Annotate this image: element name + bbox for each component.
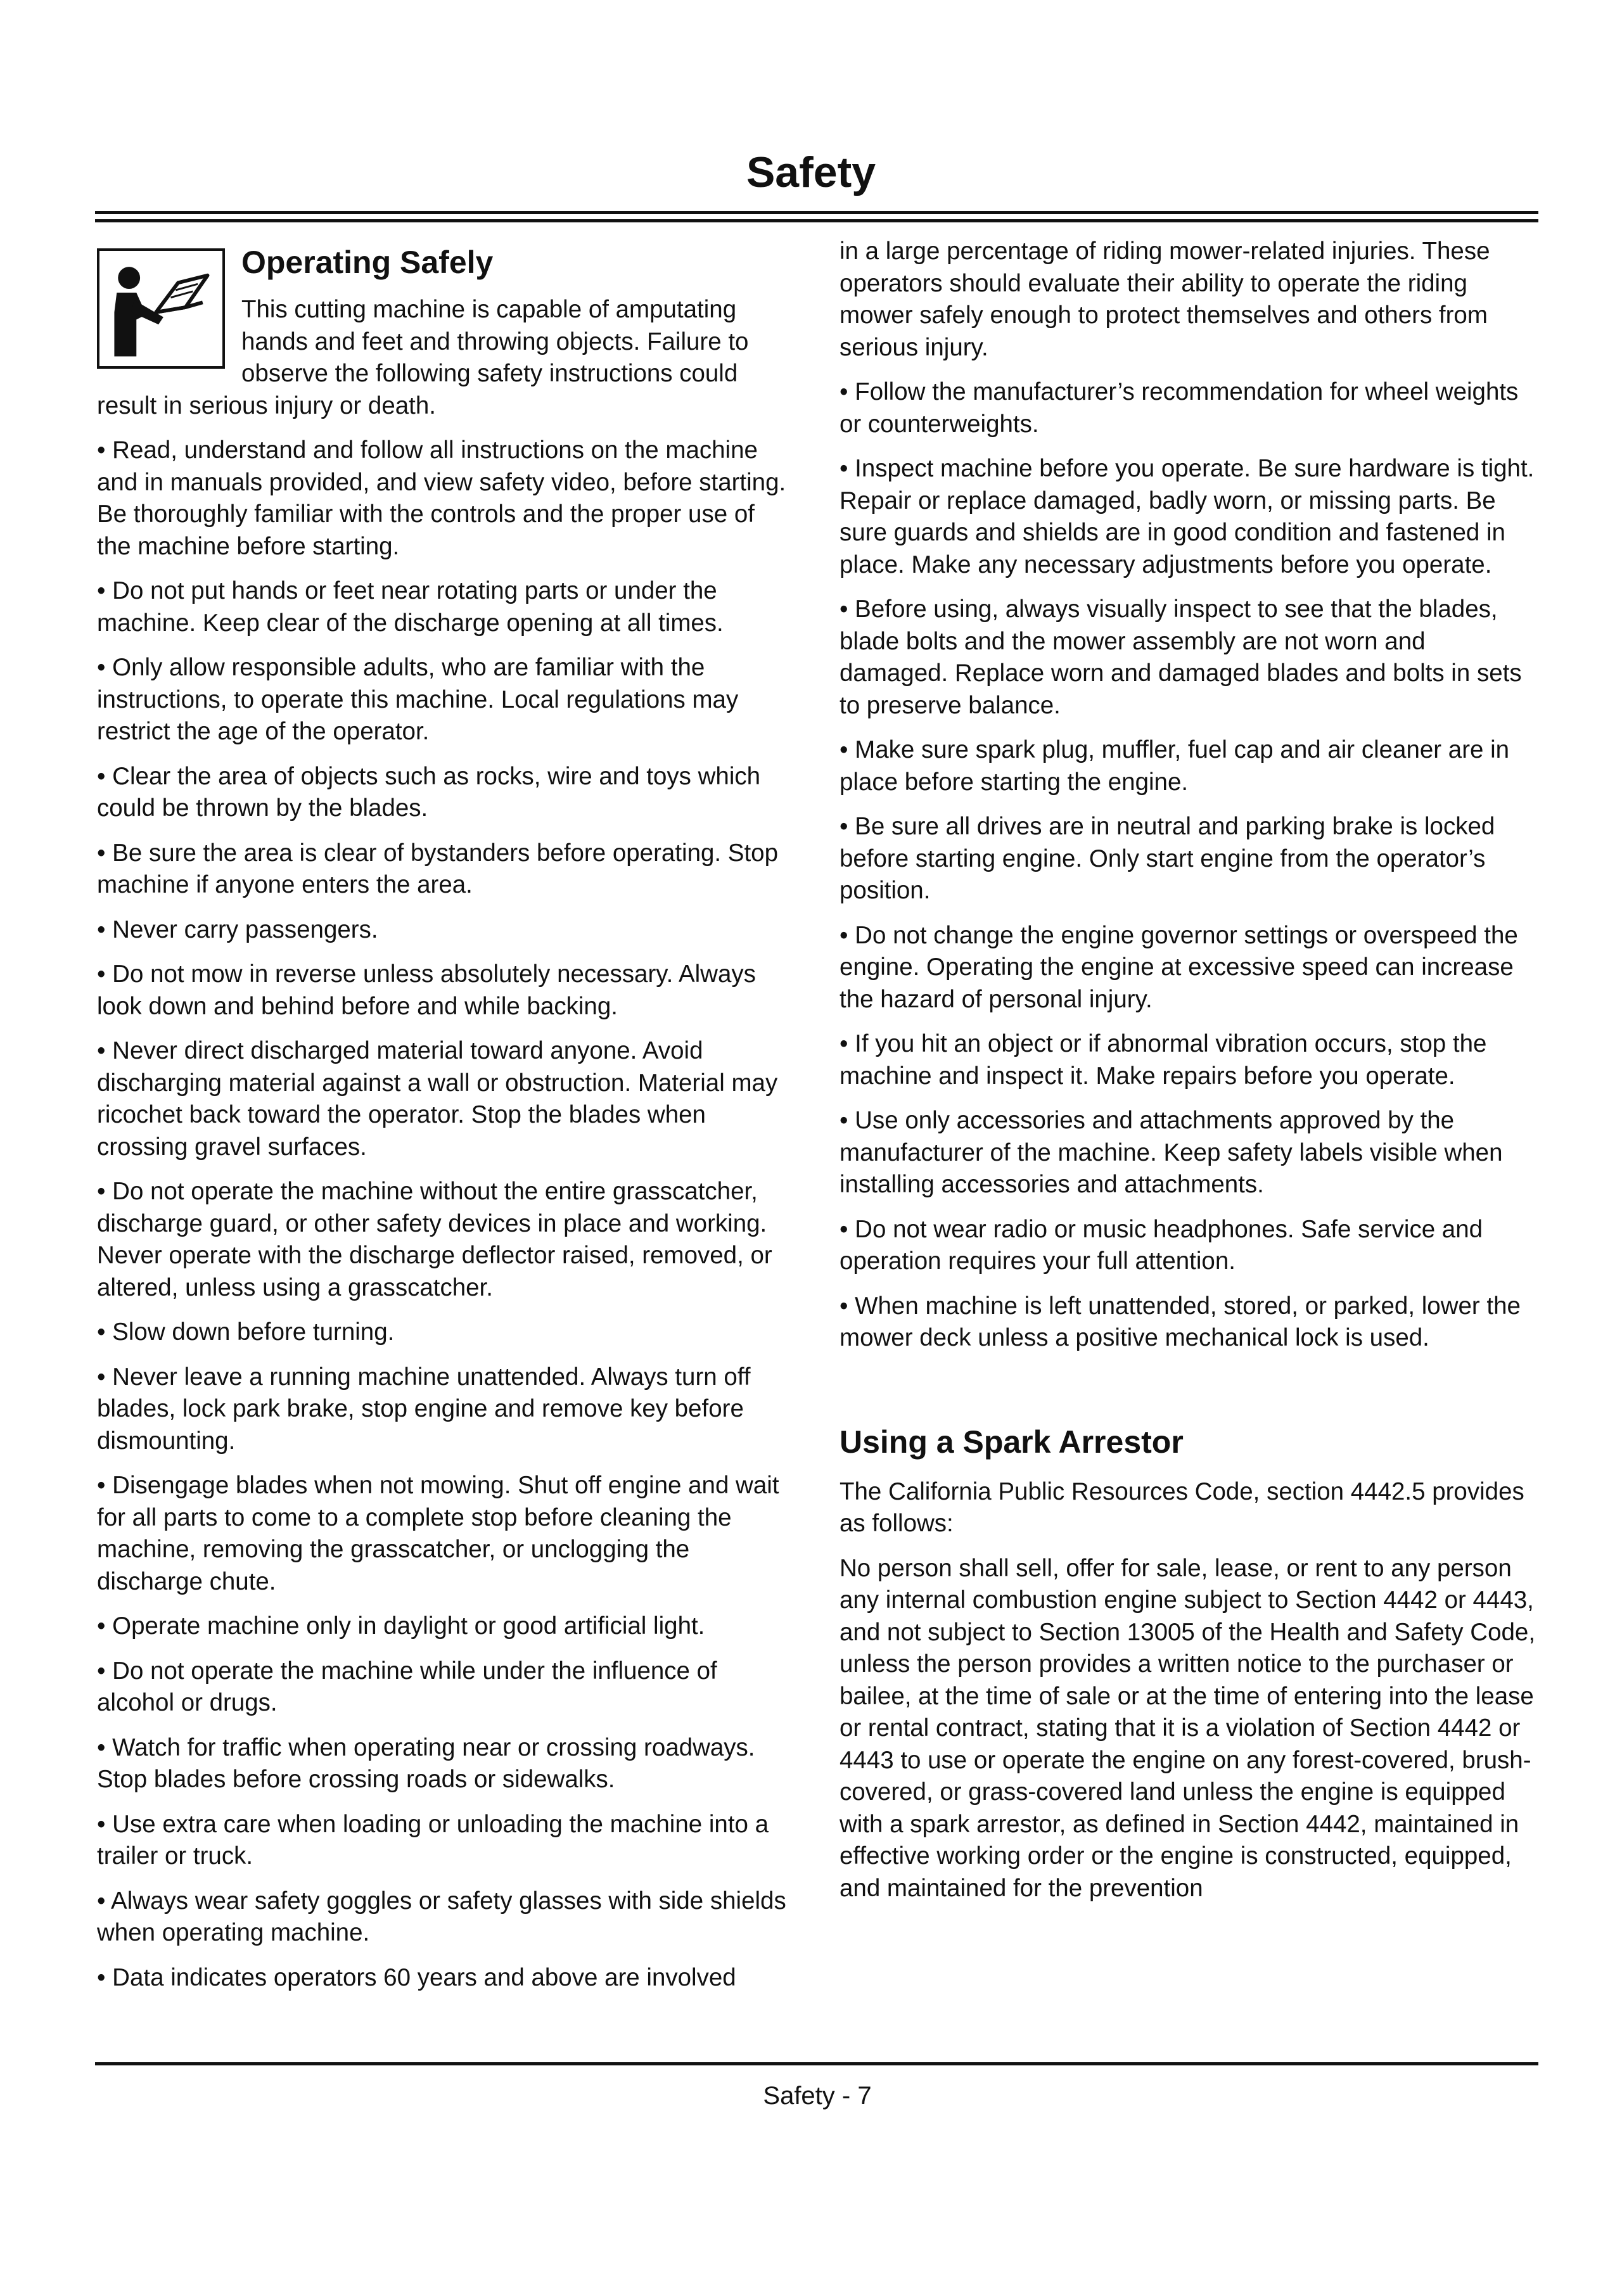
spark-arrestor-heading: Using a Spark Arrestor <box>840 1424 1184 1460</box>
left-bullet-11: • Never leave a running machine unattended. Always turn off blades, lock park brake, stop engine and remove key before dismounting. <box>97 1363 751 1455</box>
operating-safely-heading: Operating Safely <box>241 245 494 280</box>
left-bullet-15: • Watch for traffic when operating near or crossing roadways. Stop blades before crossing roads or sidewalks. <box>97 1733 755 1793</box>
right-bullet-6: • Do not change the engine governor settings or overspeed the engine. Operating the engine at excessive speed can increase the hazard of personal injury. <box>840 921 1518 1013</box>
right-bullet-7: • If you hit an object or if abnormal vibration occurs, stop the machine and inspect it. Make repairs before you operate. <box>840 1030 1487 1090</box>
right-bullet-4: • Make sure spark plug, muffler, fuel cap and air cleaner are in place before starting the engine. <box>840 736 1510 796</box>
left-bullet-4: • Clear the area of objects such as rocks, wire and toys which could be thrown by the blades. <box>97 762 761 822</box>
left-bullet-1: • Read, understand and follow all instructions on the machine and in manuals provided, and view safety video, before starting. Be thoroughly familiar with the controls and the proper use of the machine before starting. <box>97 437 786 560</box>
title-rule-top <box>95 211 1538 214</box>
left-bullet-8: • Never direct discharged material toward anyone. Avoid discharging material against a wall or obstruction. Material may ricochet back toward the operator. Stop the blades when crossing gravel surfaces. <box>97 1037 778 1161</box>
right-bullet-8: • Use only accessories and attachments approved by the manufacturer of the machine. Keep safety labels visible when installing accessories and attachments. <box>840 1107 1503 1198</box>
left-bullet-17: • Always wear safety goggles or safety glasses with side shields when operating machine. <box>97 1887 786 1946</box>
continuation-paragraph: in a large percentage of riding mower-related injuries. These operators should evaluate their ability to operate the riding mower safely enough to protect themselves and others from serious injury. <box>840 238 1490 361</box>
title-rule-bottom <box>95 219 1538 222</box>
right-column <box>840 236 1536 1917</box>
spark-arrestor-paragraph-2: No person shall sell, offer for sale, lease, or rent to any person any internal combustion engine subject to Section 4442 or 4443, and not subject to Section 13005 of the Health and Safety Code, unless the person provides a written notice to the purchaser or bailee, at the time of sale or at the time of entering into the lease or rental contract, stating that it is a violation of Section 4442 or 4443 to use or operate the engine on any forest-covered, brush-covered, or grass-covered land unless the engine is equipped with a spark arrestor, as defined in Section 4442, maintained in effective working order or the engine is constructed, equipped, and maintained for the prevention <box>840 1554 1536 1902</box>
left-bullet-14: • Do not operate the machine while under the influence of alcohol or drugs. <box>97 1657 717 1716</box>
left-bullet-9: • Do not operate the machine without the entire grasscatcher, discharge guard, or other safety devices in place and working. Never operate with the discharge deflector raised, removed, or altered, unless using a grasscatcher. <box>97 1178 772 1301</box>
left-bullet-6: • Never carry passengers. <box>97 915 378 943</box>
left-bullet-3: • Only allow responsible adults, who are familiar with the instructions, to operate this machine. Local regulations may restrict the age of the operator. <box>97 654 739 745</box>
right-bullet-3: • Before using, always visually inspect to see that the blades, blade bolts and the mower assembly are not worn and damaged. Replace worn and damaged blades and bolts in sets to preserve balance. <box>840 596 1522 719</box>
left-bullet-18: • Data indicates operators 60 years and above are involved <box>97 1963 736 1991</box>
right-bullet-1: • Follow the manufacturer’s recommendation for wheel weights or counterweights. <box>840 378 1519 438</box>
right-bullet-5: • Be sure all drives are in neutral and parking brake is locked before starting engine. Only start engine from the operator’s position. <box>840 813 1495 904</box>
footer-rule <box>95 2062 1538 2065</box>
left-bullet-2: • Do not put hands or feet near rotating parts or under the machine. Keep clear of the discharge opening at all times. <box>97 577 724 637</box>
left-bullet-7: • Do not mow in reverse unless absolutely necessary. Always look down and behind before and while backing. <box>97 960 756 1020</box>
page-footer: Safety - 7 <box>763 2082 872 2110</box>
page-title: Safety <box>746 148 876 196</box>
right-bullet-10: • When machine is left unattended, stored, or parked, lower the mower deck unless a positive mechanical lock is used. <box>840 1292 1521 1351</box>
spark-arrestor-paragraph-1: The California Public Resources Code, section 4442.5 provides as follows: <box>840 1477 1524 1537</box>
operating-safely-intro: This cutting machine is capable of amputating hands and feet and throwing objects. Failure to observe the following safety instructions could result in serious injury or death. <box>97 296 749 419</box>
left-bullet-12: • Disengage blades when not mowing. Shut off engine and wait for all parts to come to a complete stop before cleaning the machine, removing the grasscatcher, or unclogging the discharge chute. <box>97 1472 779 1595</box>
right-bullet-9: • Do not wear radio or music headphones. Safe service and operation requires your full attention. <box>840 1215 1483 1275</box>
read-manual-icon <box>97 248 225 369</box>
left-column <box>97 236 788 2006</box>
left-bullet-16: • Use extra care when loading or unloading the machine into a trailer or truck. <box>97 1810 769 1870</box>
right-bullet-2: • Inspect machine before you operate. Be sure hardware is tight. Repair or replace damaged, badly worn, or missing parts. Be sure guards and shields are in good condition and fastened in place. Make any necessary adjustments before you operate. <box>840 455 1535 578</box>
left-bullet-13: • Operate machine only in daylight or good artificial light. <box>97 1612 705 1640</box>
left-bullet-10: • Slow down before turning. <box>97 1318 395 1346</box>
left-bullet-5: • Be sure the area is clear of bystanders before operating. Stop machine if anyone enters the area. <box>97 839 778 898</box>
